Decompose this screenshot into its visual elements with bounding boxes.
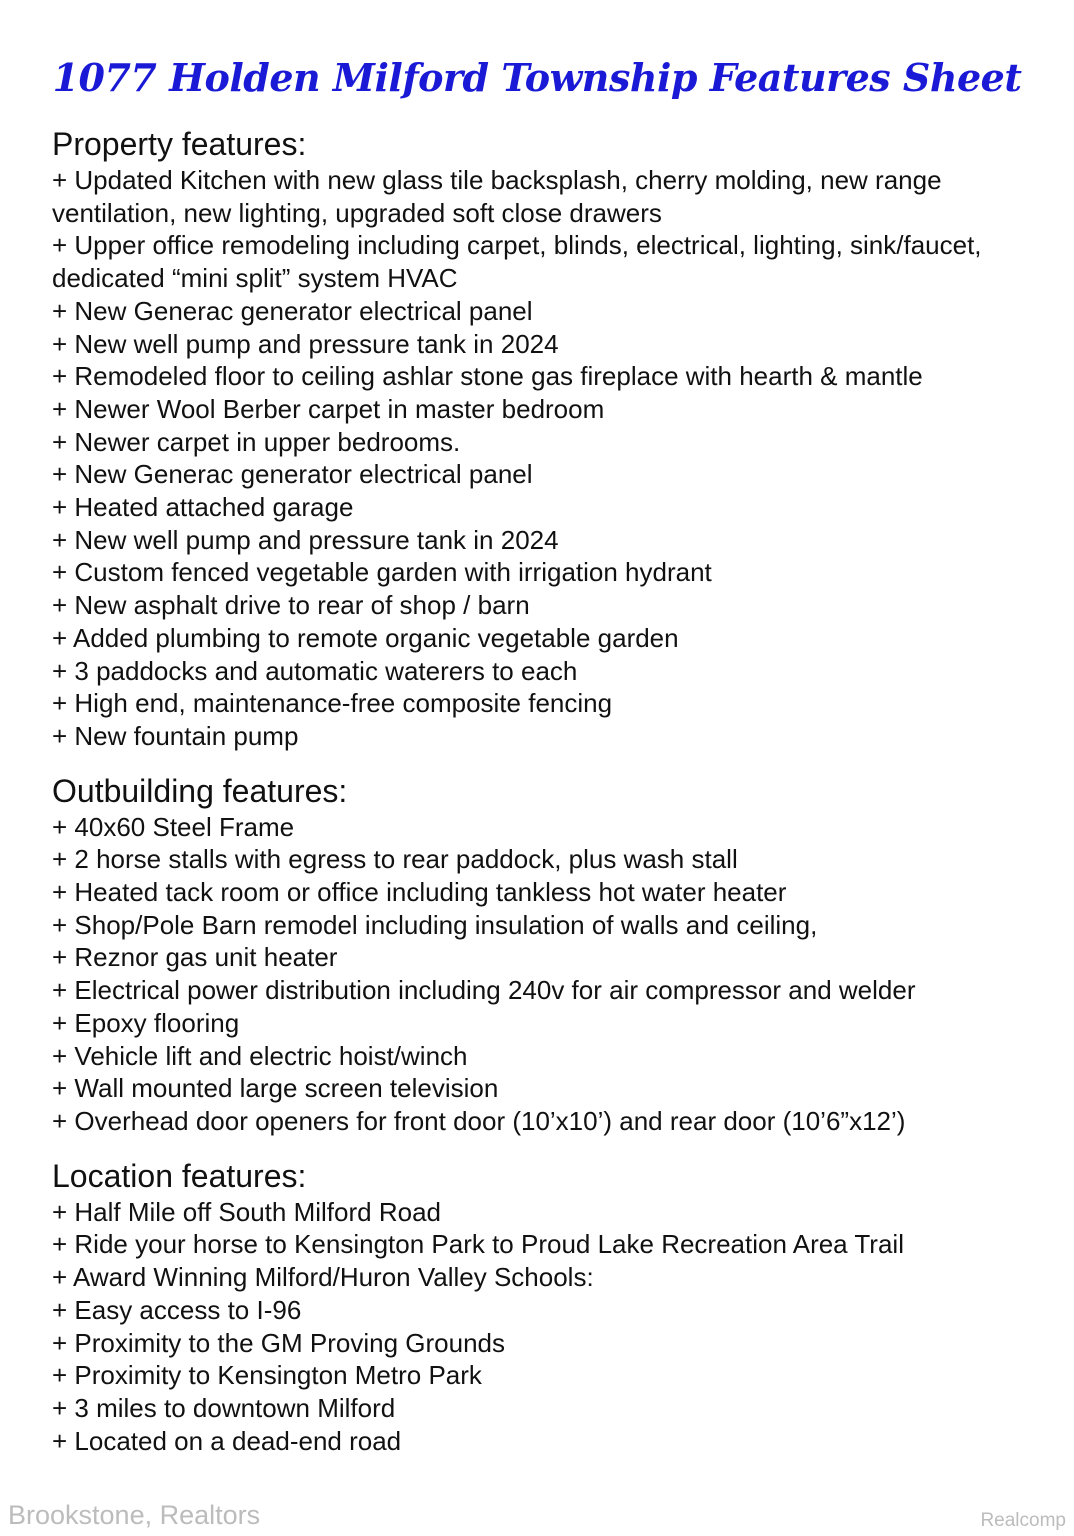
list-item: + Added plumbing to remote organic vegetable garden (52, 622, 679, 653)
list-item: + Overhead door openers for front door (10’x10’) and rear door (10’6”x12’) (52, 1105, 906, 1136)
list-item: + Located on a dead-end road (52, 1425, 402, 1456)
features-sheet (52, 124, 1042, 1475)
list-item: + Heated attached garage (52, 492, 354, 523)
feature-list (52, 164, 1042, 753)
list-item: + Shop/Pole Barn remodel including insulation of walls and ceiling, (52, 909, 818, 940)
list-item: + 40x60 Steel Frame (52, 811, 295, 842)
list-item: + Epoxy flooring (52, 1007, 240, 1038)
list-item: + New asphalt drive to rear of shop / barn (52, 590, 530, 621)
list-item: + High end, maintenance-free composite fencing (52, 688, 613, 719)
list-item: + Vehicle lift and electric hoist/winch (52, 1040, 468, 1071)
section-heading: Outbuilding features: (52, 772, 348, 809)
list-item: + Updated Kitchen with new glass tile backsplash, cherry molding, new range ventilation, new lighting, upgraded soft close drawers (52, 165, 942, 228)
list-item: + Newer Wool Berber carpet in master bedroom (52, 393, 605, 424)
document-title: 1077 Holden Milford Township Features Sheet (52, 55, 1022, 101)
feature-list (52, 811, 1042, 1138)
list-item: + 2 horse stalls with egress to rear paddock, plus wash stall (52, 844, 738, 875)
list-item: + 3 miles to downtown Milford (52, 1392, 396, 1423)
list-item: + Newer carpet in upper bedrooms. (52, 426, 461, 457)
realcomp-watermark: Realcomp (980, 1510, 1066, 1531)
list-item: + Half Mile off South Milford Road (52, 1196, 441, 1227)
list-item: + 3 paddocks and automatic waterers to each (52, 655, 578, 686)
list-item: + Wall mounted large screen television (52, 1073, 499, 1104)
list-item: + Remodeled floor to ceiling ashlar stone gas fireplace with hearth & mantle (52, 361, 923, 392)
section-heading: Property features: (52, 126, 307, 162)
list-item: + Proximity to Kensington Metro Park (52, 1360, 482, 1391)
list-item: + New Generac generator electrical panel (52, 459, 533, 490)
list-item: + Award Winning Milford/Huron Valley Schools: (52, 1262, 594, 1293)
property-features-section (52, 124, 1042, 753)
list-item: + New well pump and pressure tank in 2024 (52, 524, 559, 555)
feature-list (52, 1196, 1042, 1458)
list-item: + Proximity to the GM Proving Grounds (52, 1327, 506, 1358)
list-item: + Heated tack room or office including tankless hot water heater (52, 877, 787, 908)
location-features-section (52, 1156, 1042, 1458)
list-item: + Custom fenced vegetable garden with irrigation hydrant (52, 557, 712, 588)
list-item: + New well pump and pressure tank in 2024 (52, 328, 559, 359)
list-item: + New Generac generator electrical panel (52, 295, 533, 326)
list-item: + Upper office remodeling including carpet, blinds, electrical, lighting, sink/faucet, dedicated “mini split” system HVAC (52, 230, 982, 294)
section-heading: Location features: (52, 1157, 307, 1194)
list-item: + New fountain pump (52, 720, 299, 751)
list-item: + Easy access to I-96 (52, 1294, 302, 1325)
list-item: + Electrical power distribution including 240v for air compressor and welder (52, 975, 916, 1006)
list-item: + Reznor gas unit heater (52, 942, 338, 973)
outbuilding-features-section (52, 771, 1042, 1138)
brokerage-watermark: Brookstone, Realtors (8, 1500, 261, 1530)
list-item: + Ride your horse to Kensington Park to Proud Lake Recreation Area Trail (52, 1229, 904, 1260)
